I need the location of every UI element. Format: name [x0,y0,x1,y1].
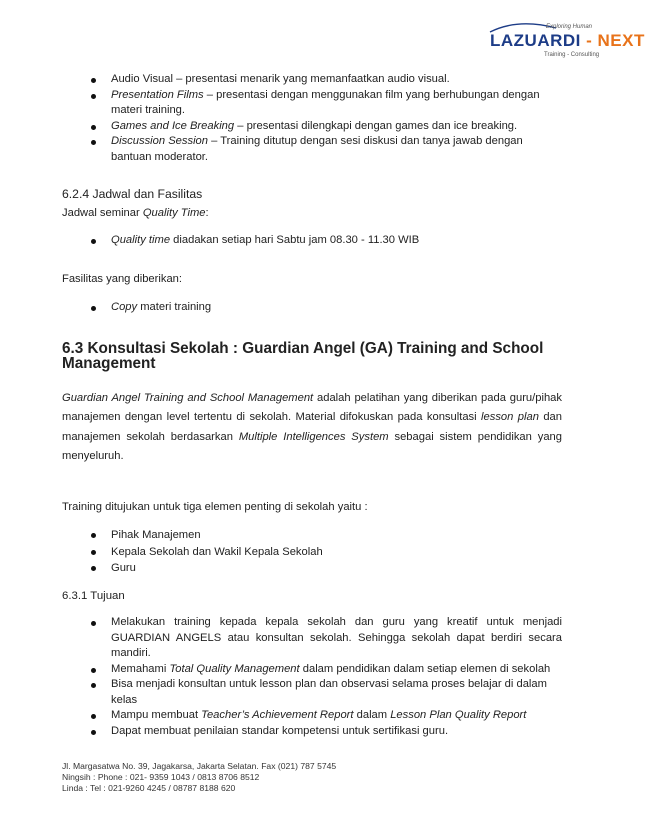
list-item [62,527,562,544]
list-item [62,134,562,165]
list-item-text: dalam [353,709,391,721]
section-624-heading: 6.2.4 Jadwal dan Fasilitas [62,187,203,201]
schedule-list [62,233,562,249]
bullet-icon [91,550,96,555]
list-item-text: – presentasi dilengkapi dengan games dan ice breaking. [234,119,518,132]
target-intro: Training ditujukan untuk tiga elemen penting di sekolah yaitu : [62,500,368,513]
list-item-text: Memahami [111,662,170,675]
list-item-emphasis: Discussion Session [111,135,209,147]
list-item-text: diadakan setiap hari Sabtu jam 08.30 - 11.30 WIB [170,234,420,246]
list-item [62,119,562,135]
list-item-emphasis: Teacher’s Achievement Report [201,709,354,721]
bullet-icon [91,125,96,130]
bullet-icon [91,566,96,571]
page-footer [62,761,336,794]
logo-brand [490,31,645,51]
footer-contact-ningsih: Ningsih : Phone : 021- 9359 1043 / 0813 8706 8512 [62,772,260,782]
section-63-paragraph [62,389,562,467]
list-item-emphasis: Total Quality Management [169,662,300,675]
document-body [62,72,562,739]
list-item [62,72,562,88]
list-item-emphasis: Games and Ice Breaking [111,119,235,132]
list-item [62,88,562,119]
logo-tagline: Exploring Human [546,24,593,30]
list-item [62,724,562,740]
section-63-heading: 6.3 Konsultasi Sekolah : Guardian Angel (GA) Training and School Management [62,339,544,372]
bullet-icon [91,668,96,673]
bullet-icon [91,140,96,145]
logo-brand-separator: - [580,31,598,50]
list-item [62,615,562,662]
bullet-icon [91,78,96,83]
paragraph-emphasis: lesson plan [481,411,539,423]
list-item [62,560,562,577]
footer-contact-linda: Linda : Tel : 021-9260 4245 / 08787 8188 620 [62,783,236,793]
bullet-icon [91,621,96,626]
list-item-emphasis: Quality time [111,234,171,246]
section-631-heading: 6.3.1 Tujuan [62,589,125,602]
company-logo [484,20,645,66]
list-item [62,300,562,316]
paragraph-text: adalah pelatihan yang diberikan pada guru/pihak manajemen dengan level tertentu di sekolah. Material difokuskan pada konsultasi [62,391,562,423]
list-item [62,708,562,724]
paragraph-emphasis: Guardian Angel Training and School Management [62,391,314,404]
list-item-text: Audio Visual – presentasi menarik yang memanfaatkan audio visual. [111,73,450,85]
list-item-emphasis: Copy [111,301,138,313]
facilities-label: Fasilitas yang diberikan: [62,272,183,285]
list-item-text: Bisa menjadi konsultan untuk lesson plan dan observasi selama proses belajar di dalam kelas [111,678,547,706]
logo-brand-accent: NEXT [597,31,645,50]
objectives-list [62,615,562,739]
presentation-methods-list [62,72,562,165]
schedule-intro-text: Jadwal seminar [62,206,143,219]
facilities-list [62,300,562,316]
bullet-icon [91,683,96,688]
list-item-text: dalam pendidikan dalam setiap elemen di sekolah [299,662,551,675]
list-item-text: Guru [111,562,136,574]
bullet-icon [91,306,96,311]
footer-address: Jl. Margasatwa No. 39, Jagakarsa, Jakarta Selatan. Fax (021) 787 5745 [62,761,337,771]
list-item-text: Mampu membuat [111,709,202,721]
target-list [62,527,562,577]
list-item-emphasis: Presentation Films [111,88,204,101]
list-item-text: – presentasi dengan menggunakan film yang berhubungan dengan materi training. [111,88,540,116]
logo-subtitle: Training - Consulting [544,52,600,58]
list-item [62,544,562,561]
list-item-emphasis: Lesson Plan Quality Report [390,709,527,721]
schedule-intro [62,206,562,222]
list-item [62,233,562,249]
list-item-text: Kepala Sekolah dan Wakil Kepala Sekolah [111,545,323,558]
list-item [62,662,562,678]
bullet-icon [91,730,96,735]
logo-brand-main: LAZUARDI [490,31,581,50]
list-item-text: Melakukan training kepada kepala sekolah dan guru yang kreatif untuk menjadi GUARDIAN ANGELS atau konsultan sekolah. Sehingga sekolah dapat berdiri secara mandiri. [111,616,562,659]
paragraph-emphasis: Multiple Intelligences System [238,430,389,443]
bullet-icon [91,533,96,538]
list-item [62,677,562,708]
schedule-intro-emphasis: Quality Time [142,206,206,219]
list-item-text: – Training ditutup dengan sesi diskusi dan tanya jawab dengan bantuan moderator. [111,135,523,163]
paragraph-text: dan manajemen sekolah berdasarkan [62,411,562,443]
bullet-icon [91,239,96,244]
bullet-icon [91,714,96,719]
paragraph-text: sebagai sistem pendidikan yang menyeluruh. [62,430,562,462]
list-item-text: materi training [137,301,212,313]
list-item-text: Dapat membuat penilaian standar kompetensi untuk sertifikasi guru. [111,724,449,737]
schedule-intro-end: : [205,206,209,219]
list-item-text: Pihak Manajemen [111,529,201,541]
bullet-icon [91,94,96,99]
